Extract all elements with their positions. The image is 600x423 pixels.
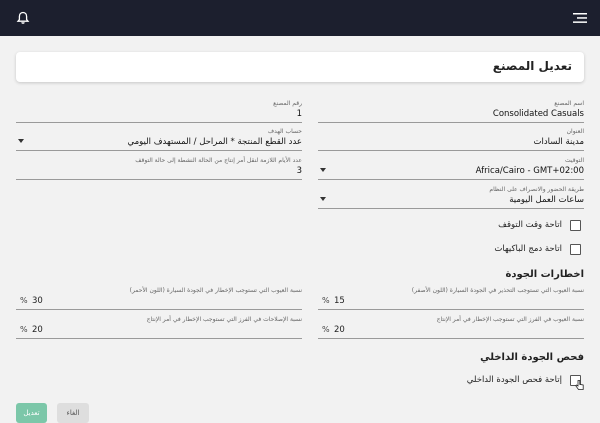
hamburger-menu-icon[interactable] xyxy=(573,12,587,24)
sorting-defects-label: نسبة العيوب في الفرز التي تستوجب الإخطار في أمر الإنتاج xyxy=(436,316,584,323)
internal-check-label: إتاحة فحص الجودة الداخلي xyxy=(466,375,562,385)
red-threshold-field[interactable] xyxy=(16,287,302,311)
internal-check-checkbox[interactable] xyxy=(420,374,584,388)
top-app-bar xyxy=(0,0,600,36)
attendance-method-label: طريقة الحضور والانصراف على النظام xyxy=(489,186,584,193)
percent-unit: % xyxy=(20,296,28,305)
quality-notifications-title: اخطارات الجودة xyxy=(505,269,584,280)
yellow-threshold-label: نسبة العيوب التي تستوجب التحذير في الجودة السيارة (اللون الأصفر) xyxy=(411,287,584,294)
red-threshold-value: 30 xyxy=(32,296,43,306)
internal-check-title: فحص الجودة الداخلي xyxy=(480,352,584,363)
timezone-label: التوقيت xyxy=(565,157,584,164)
factory-name-value: Consolidated Casuals xyxy=(492,109,584,119)
attendance-method-value: ساعات العمل اليومية xyxy=(509,195,584,205)
allow-bundle-merge-checkbox[interactable] xyxy=(440,243,584,257)
stop-days-value: 3 xyxy=(296,166,302,176)
checkbox-box[interactable] xyxy=(570,220,581,231)
address-field[interactable] xyxy=(318,128,584,152)
page-header-card xyxy=(16,52,584,82)
stop-days-field[interactable] xyxy=(16,157,302,181)
allow-downtime-checkbox[interactable] xyxy=(440,219,584,233)
sorting-repairs-field[interactable] xyxy=(16,316,302,340)
target-calc-label: حساب الهدف xyxy=(267,128,302,135)
sorting-defects-field[interactable] xyxy=(318,316,584,340)
page-title: تعديل المصنع xyxy=(492,59,572,73)
factory-name-label: اسم المصنع xyxy=(554,100,584,107)
bell-icon[interactable] xyxy=(16,11,30,25)
cancel-button[interactable]: الغاء xyxy=(57,403,89,423)
chevron-down-icon xyxy=(18,139,24,143)
percent-unit: % xyxy=(322,325,330,334)
timezone-select[interactable] xyxy=(318,157,584,181)
factory-number-field[interactable] xyxy=(16,100,302,124)
factory-number-value: 1 xyxy=(296,109,302,119)
address-label: العنوان xyxy=(566,128,584,135)
allow-bundle-merge-label: اتاحة دمج الباكيهات xyxy=(494,244,562,254)
factory-number-label: رقم المصنع xyxy=(273,100,302,107)
save-button[interactable]: تعديل xyxy=(16,403,47,423)
yellow-threshold-field[interactable] xyxy=(318,287,584,311)
sorting-repairs-value: 20 xyxy=(32,325,43,335)
percent-unit: % xyxy=(322,296,330,305)
address-value: مدينة السادات xyxy=(533,137,584,147)
factory-name-field[interactable] xyxy=(318,100,584,124)
chevron-down-icon xyxy=(320,168,326,172)
percent-unit: % xyxy=(20,325,28,334)
target-calc-value: عدد القطع المنتجة * المراحل / المستهدف اليومي xyxy=(127,137,302,147)
chevron-down-icon xyxy=(320,197,326,201)
checkbox-box[interactable] xyxy=(570,244,581,255)
red-threshold-label: نسبة العيوب التي تستوجب الإخطار في الجودة السيارة (اللون الأحمر) xyxy=(129,287,302,294)
yellow-threshold-value: 15 xyxy=(334,296,345,306)
stop-days-label: عدد الأيام اللازمة لنقل أمر إنتاج من الحالة النشطة إلى حالة التوقف xyxy=(135,157,302,164)
timezone-value: Africa/Cairo - GMT+02:00 xyxy=(475,166,584,176)
sorting-repairs-label: نسبة الإصلاحات في الفرز التي تستوجب الإخطار في أمر الإنتاج xyxy=(146,316,302,323)
allow-downtime-label: اتاحة وقت التوقف xyxy=(498,220,562,230)
attendance-method-select[interactable] xyxy=(318,186,584,210)
target-calc-select[interactable] xyxy=(16,128,302,152)
cursor-pointer-icon xyxy=(575,380,584,390)
sorting-defects-value: 20 xyxy=(334,325,345,335)
